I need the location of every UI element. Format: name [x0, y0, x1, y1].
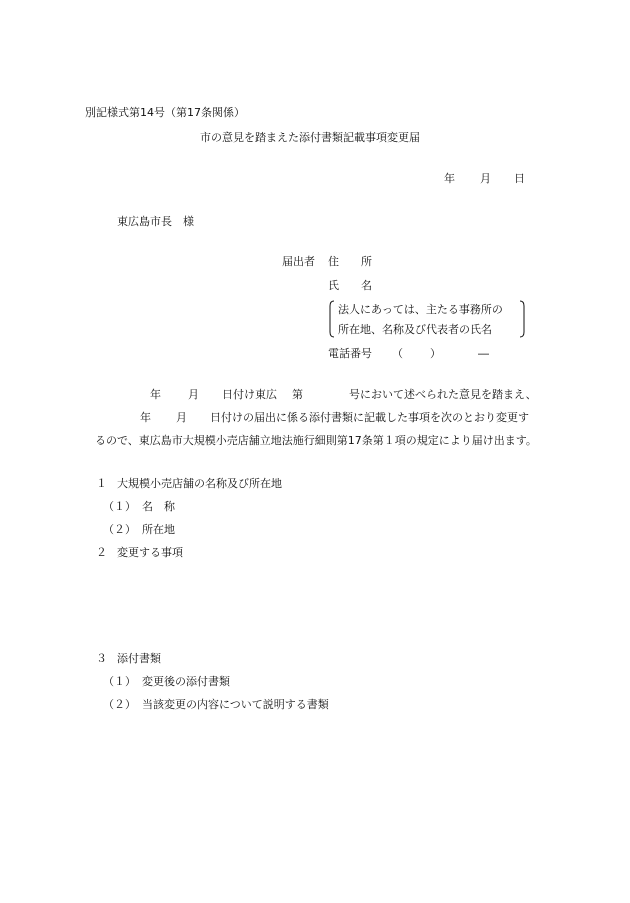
item3-2-number: （２） — [103, 698, 136, 711]
item1-number: １ — [96, 477, 107, 490]
phone-close-paren: ） — [430, 347, 441, 360]
body-line3: るので、東広島市大規模小売店舗立地法施行細則第17条第１項の規定により届け出ます。 — [95, 434, 537, 447]
body-line1-dai: 第 — [292, 388, 303, 401]
body-line1-dated: 日付け東広 — [222, 388, 277, 401]
addressee: 東広島市長 様 — [117, 215, 194, 228]
body-line2-rest: 日付けの届出に係る添付書類に記載した事項を次のとおり変更す — [210, 411, 529, 424]
date-month: 月 — [480, 172, 491, 185]
body-line2-month: 月 — [176, 411, 187, 424]
phone-label: 電話番号 — [328, 347, 372, 360]
address-label: 住 所 — [328, 255, 372, 268]
item1-1-label: 名 称 — [142, 500, 175, 513]
item1-2-label: 所在地 — [142, 523, 175, 536]
body-line2-year: 年 — [140, 411, 151, 424]
body-line1-rest: 号において述べられた意見を踏まえ、 — [349, 388, 537, 401]
date-year: 年 — [444, 172, 455, 185]
corp-note-line2: 所在地、名称及び代表者の氏名 — [338, 323, 492, 336]
document-title: 市の意見を踏まえた添付書類記載事項変更届 — [200, 131, 420, 144]
item2-label: 変更する事項 — [117, 546, 183, 559]
item3-1-number: （１） — [103, 675, 136, 688]
phone-open-paren: （ — [392, 347, 403, 360]
item2-number: ２ — [96, 546, 107, 559]
name-label: 氏 名 — [328, 279, 372, 292]
date-day: 日 — [514, 172, 525, 185]
item3-1-label: 変更後の添付書類 — [142, 675, 230, 688]
form-number: 別記様式第14号（第17条関係） — [85, 106, 245, 119]
item1-1-number: （１） — [103, 500, 136, 513]
item3-number: ３ — [96, 652, 107, 665]
corp-note-line1: 法人にあっては、主たる事務所の — [338, 303, 503, 316]
body-line1-year: 年 — [150, 388, 161, 401]
item3-label: 添付書類 — [117, 652, 161, 665]
phone-dash: ― — [478, 347, 489, 360]
item1-2-number: （２） — [103, 523, 136, 536]
body-line1-month: 月 — [188, 388, 199, 401]
item1-label: 大規模小売店舗の名称及び所在地 — [117, 477, 282, 490]
applicant-label: 届出者 — [282, 255, 315, 268]
item3-2-label: 当該変更の内容について説明する書類 — [142, 698, 329, 711]
